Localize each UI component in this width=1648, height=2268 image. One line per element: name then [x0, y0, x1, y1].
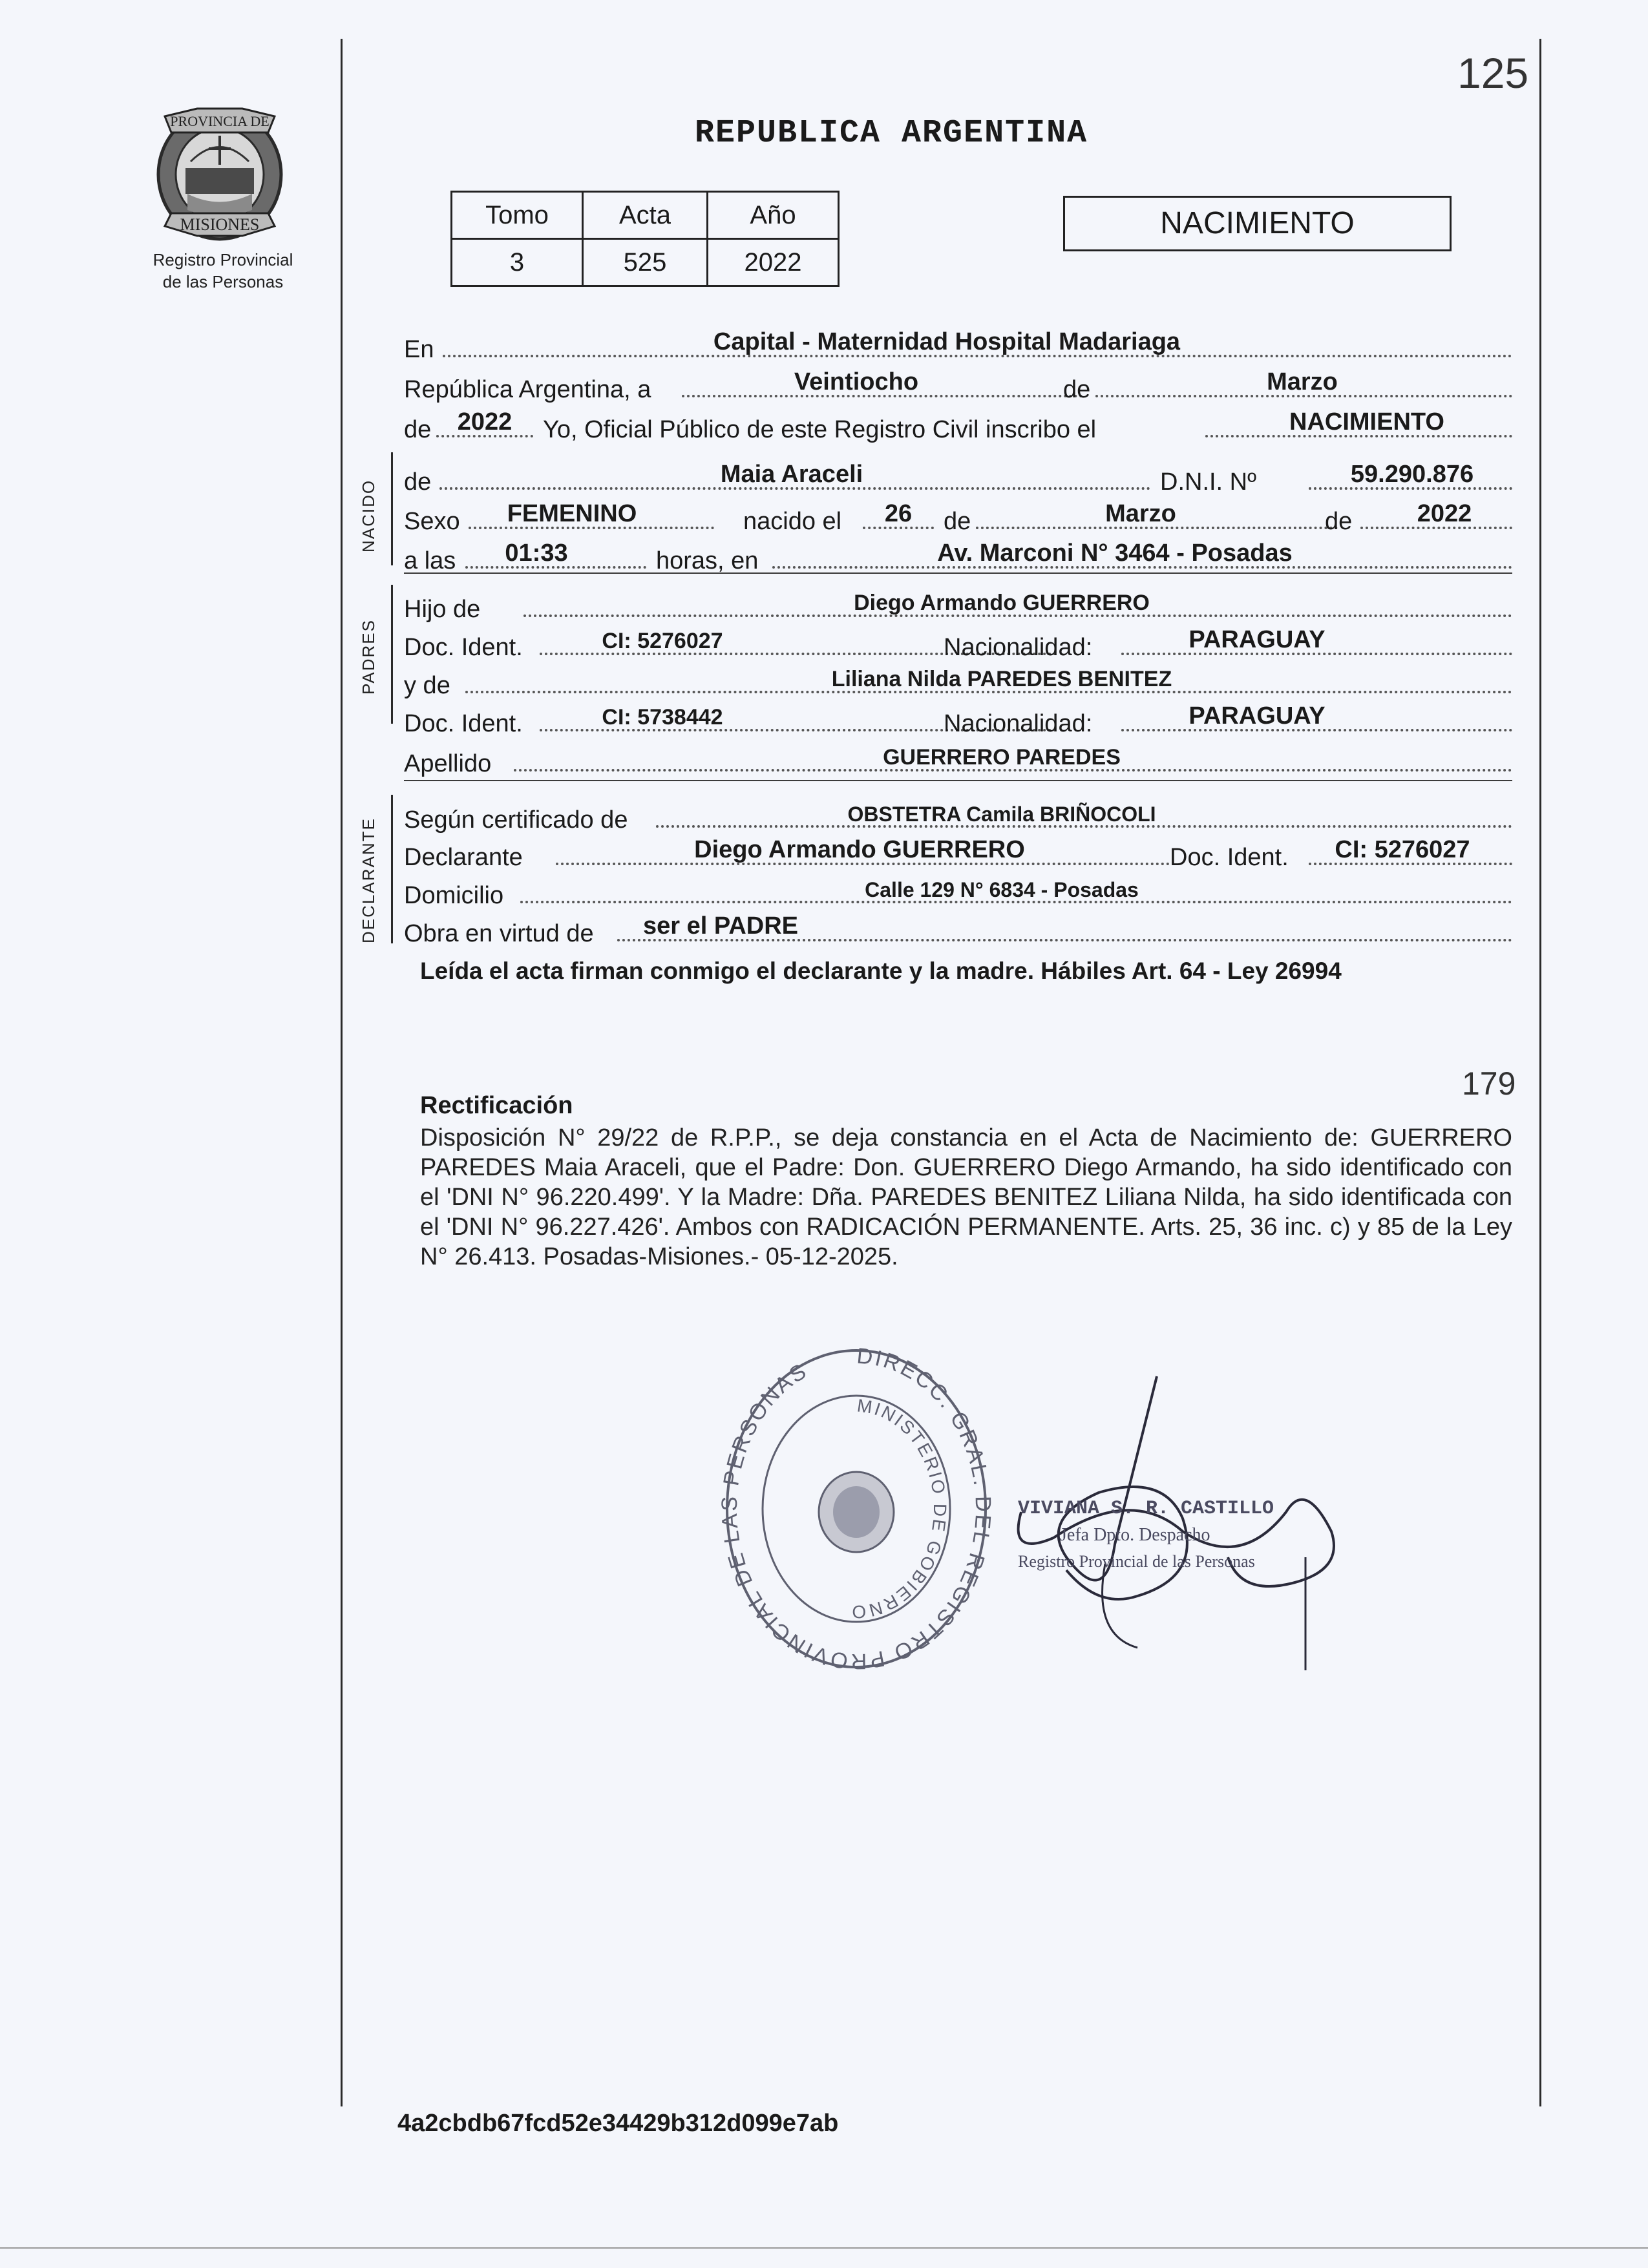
act-type-box: NACIMIENTO — [1063, 196, 1452, 251]
label-sexo: Sexo — [404, 508, 460, 535]
label-de-name: de — [404, 468, 432, 496]
page-number: 125 — [1457, 49, 1529, 97]
value-mes-inscripcion: Marzo — [1267, 368, 1338, 395]
label-declarante: Declarante — [404, 844, 523, 871]
acta-value: 525 — [583, 239, 708, 286]
value-anio-inscripcion: 2022 — [457, 408, 512, 436]
emblem-top-text: PROVINCIA DE — [170, 113, 269, 129]
row-domicilio — [404, 872, 1512, 912]
row-sexo — [404, 498, 1512, 538]
label-doc-ident-madre: Doc. Ident. — [404, 710, 523, 737]
value-lugar: Capital - Maternidad Hospital Madariaga — [713, 328, 1181, 355]
logo-caption-line1: Registro Provincial — [153, 250, 293, 269]
label-obra: Obra en virtud de — [404, 920, 594, 947]
label-nacionalidad-madre: Nacionalidad: — [944, 710, 1093, 737]
row-certificado — [404, 797, 1512, 837]
label-domicilio: Domicilio — [404, 882, 504, 909]
signatory-office: Registro Provincial de las Personas — [1018, 1552, 1255, 1571]
row-madre — [404, 662, 1512, 702]
label-de2: de — [944, 508, 971, 535]
rectification-body: Disposición N° 29/22 de R.P.P., se deja constancia en el Acta de Nacimiento de: GUERRERO PAREDES Maia Araceli, que el Padre: Don. GUERRERO Diego Armando, ha sido identificado con el 'DNI N° 96.220.499'. Y la Madre: Dña. PAREDES BENITEZ Liliana Nilda, ha sido identificada con el 'DNI N° 96.227.426'. Ambos con RADICACIÓN PERMANENTE. Arts. 25, 36 inc. c) y 85 de la Ley N° 26.413. Posadas-Misiones.- 05-12-2025. — [420, 1124, 1512, 1270]
value-padre-doc: CI: 5276027 — [602, 629, 723, 653]
rectification-page-number: 179 — [1462, 1066, 1516, 1102]
value-obra: ser el PADRE — [642, 912, 799, 940]
logo-caption — [126, 249, 320, 293]
value-anio-nac: 2022 — [1417, 500, 1472, 527]
value-declarante: Diego Armando GUERRERO — [694, 836, 1025, 863]
acta-header: Acta — [583, 192, 708, 239]
row-hora-lugar — [404, 538, 1512, 578]
row-padre — [404, 586, 1512, 626]
seal-inner-text: MINISTERIO DE GOBIERNO — [850, 1395, 951, 1622]
misiones-emblem-logo — [152, 97, 288, 246]
document-title: REPUBLICA ARGENTINA — [695, 115, 1088, 152]
value-nombre: Maia Araceli — [720, 461, 863, 488]
value-madre: Liliana Nilda PAREDES BENITEZ — [831, 667, 1172, 691]
row-fecha-inscripcion — [404, 366, 1512, 406]
official-seal — [714, 1334, 998, 1683]
value-apellido: GUERRERO PAREDES — [883, 745, 1121, 770]
label-nacionalidad: Nacionalidad: — [944, 634, 1093, 661]
right-margin-line — [1539, 39, 1541, 2106]
value-sexo: FEMENINO — [507, 500, 637, 527]
declarante-bracket — [391, 795, 393, 943]
label-nacido-el: nacido el — [743, 508, 842, 535]
emblem-bottom-text: MISIONES — [180, 215, 260, 234]
seal-outer-text: DIRECC. GRAL. DEL REGISTRO PROVINCIAL DE LAS PERSONAS — [717, 1343, 996, 1674]
label-de3: de — [1325, 508, 1353, 535]
label-hijo-de: Hijo de — [404, 596, 481, 623]
label-dni: D.N.I. Nº — [1160, 468, 1256, 496]
left-margin-line — [341, 39, 343, 2106]
row-nombre — [404, 459, 1512, 499]
value-dia-nac: 26 — [884, 500, 913, 527]
value-dia-inscripcion: Veintiocho — [794, 368, 919, 395]
record-table — [450, 191, 840, 287]
row-obra — [404, 910, 1512, 950]
label-horas-en: horas, en — [656, 547, 759, 574]
label-republica: República Argentina, a — [404, 376, 651, 403]
value-tipo: NACIMIENTO — [1289, 408, 1444, 436]
label-doc-ident-declarante: Doc. Ident. — [1170, 844, 1289, 871]
row-padre-doc — [404, 624, 1512, 664]
label-apellido: Apellido — [404, 750, 492, 777]
bottom-rule — [0, 2247, 1648, 2249]
footer-hash: 4a2cbdb67fcd52e34429b312d099e7ab — [397, 2110, 839, 2137]
value-madre-doc: CI: 5738442 — [602, 705, 723, 730]
signatory-role: Jefa Dpto. Despacho — [1060, 1525, 1210, 1545]
padres-bracket — [391, 585, 393, 724]
value-declarante-doc: CI: 5276027 — [1335, 836, 1470, 863]
anio-header: Año — [708, 192, 839, 239]
label-doc-ident: Doc. Ident. — [404, 634, 523, 661]
label-en: En — [404, 336, 434, 363]
row-declarante — [404, 834, 1512, 874]
label-de-year: de — [404, 416, 432, 443]
value-lugar-nac: Av. Marconi N° 3464 - Posadas — [937, 540, 1293, 567]
value-domicilio: Calle 129 N° 6834 - Posadas — [865, 878, 1139, 901]
signatory-name: VIVIANA S. R. CASTILLO — [1018, 1498, 1274, 1520]
value-dni: 59.290.876 — [1350, 461, 1474, 488]
rectification-heading: Rectificación — [420, 1092, 573, 1119]
row-apellido — [404, 740, 1512, 781]
closing-statement: Leída el acta firman conmigo el declarante y la madre. Hábiles Art. 64 - Ley 26994 — [420, 958, 1342, 984]
tomo-value: 3 — [452, 239, 583, 286]
row-lugar — [404, 326, 1512, 366]
side-label-nacido: NACIDO — [359, 479, 378, 552]
label-yo: Yo, Oficial Público de este Registro Civil inscribo el — [543, 416, 1097, 443]
value-padre: Diego Armando GUERRERO — [854, 591, 1150, 615]
nacido-bracket — [391, 452, 393, 565]
value-hora: 01:33 — [505, 540, 568, 567]
anio-value: 2022 — [708, 239, 839, 286]
value-madre-nac: PARAGUAY — [1188, 702, 1326, 730]
row-inscripcion — [404, 406, 1512, 446]
tomo-header: Tomo — [452, 192, 583, 239]
side-label-declarante: DECLARANTE — [359, 817, 378, 943]
label-de: de — [1063, 376, 1091, 403]
label-y-de: y de — [404, 672, 450, 699]
logo-caption-line2: de las Personas — [162, 272, 284, 291]
value-mes-nac: Marzo — [1105, 500, 1176, 527]
value-padre-nac: PARAGUAY — [1188, 626, 1326, 653]
value-certificado: OBSTETRA Camila BRIÑOCOLI — [847, 803, 1156, 826]
label-segun: Según certificado de — [404, 806, 628, 834]
side-label-padres: PADRES — [359, 619, 378, 695]
label-a-las: a las — [404, 547, 456, 574]
row-madre-doc — [404, 700, 1512, 740]
